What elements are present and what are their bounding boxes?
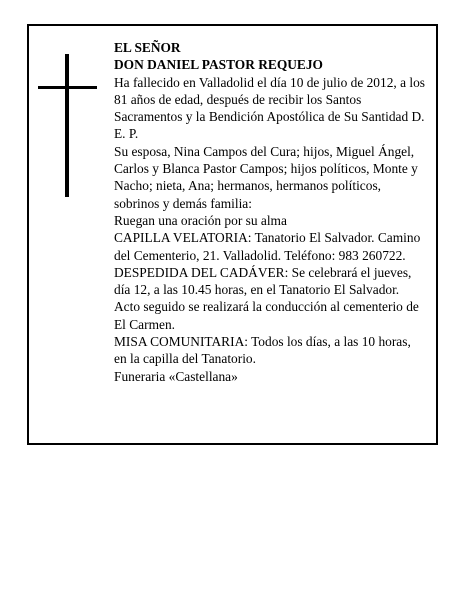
mass-info: MISA COMUNITARIA: Todos los días, a las 10 horas, en la capilla del Tanatorio. xyxy=(114,334,411,367)
funeral-home: Funeraria «Castellana» xyxy=(114,368,238,384)
notice-title-line1: EL SEÑOR xyxy=(114,40,181,55)
cross-horizontal-bar xyxy=(38,86,97,89)
death-announcement: Ha fallecido en Valladolid el día 10 de julio de 2012, a los 81 años de edad, después de recibir los Santos Sacramentos y la Bendición Apostólica de Su Santidad D. E. P. xyxy=(114,74,426,142)
wake-chapel-info: CAPILLA VELATORIA: Tanatorio El Salvador. Camino del Cementerio, 21. Valladolid. Teléfono: 983 260722. xyxy=(114,230,421,263)
cross-vertical-bar xyxy=(65,54,69,197)
family-members: Su esposa, Nina Campos del Cura; hijos, Miguel Ángel, Carlos y Blanca Pastor Campos; hijos políticos, Monte y Nacho; nieta, Ana; hermanos, hermanos políticos, sobrinos y demás familia: xyxy=(114,143,418,211)
farewell-info: DESPEDIDA DEL CADÁVER: Se celebrará el jueves, día 12, a las 10.45 horas, en el Tanatorio El Salvador. Acto seguido se realizará la conducción al cementerio de El Carmen. xyxy=(114,264,419,332)
prayer-request: Ruegan una oración por su alma xyxy=(114,212,287,228)
notice-title-line2: DON DANIEL PASTOR REQUEJO xyxy=(114,57,323,73)
notice-text xyxy=(114,39,426,385)
